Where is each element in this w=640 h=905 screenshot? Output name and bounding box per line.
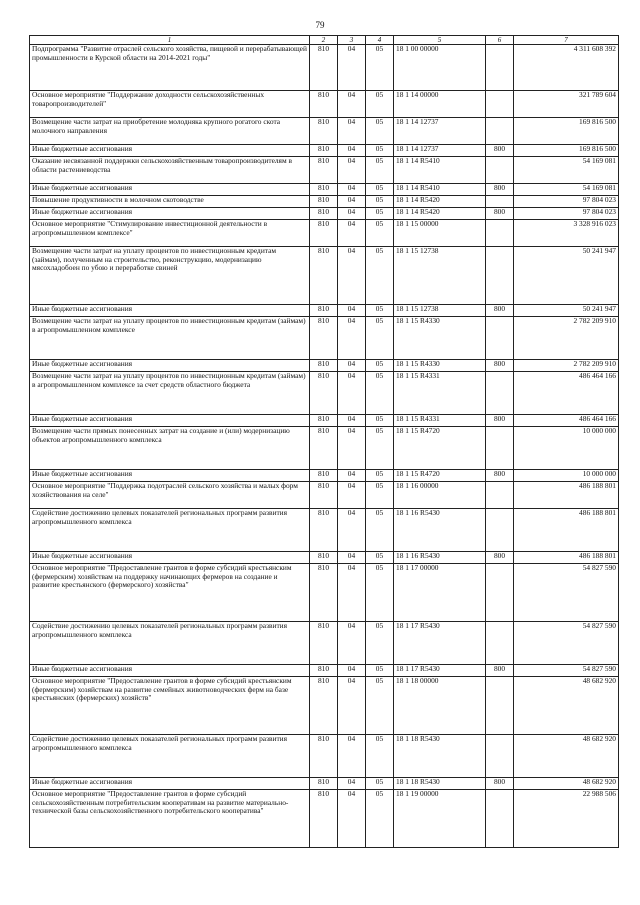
row-subsection-code: 05	[366, 564, 394, 622]
table-row	[30, 622, 619, 665]
table-row	[30, 790, 619, 848]
row-target-article: 18 1 15 12738	[394, 305, 486, 317]
row-subsection-code: 05	[366, 677, 394, 735]
row-target-article: 18 1 14 00000	[394, 91, 486, 118]
row-target-article: 18 1 15 12738	[394, 247, 486, 305]
row-section-code: 04	[338, 145, 366, 157]
row-target-article: 18 1 18 00000	[394, 677, 486, 735]
table-row	[30, 360, 619, 372]
row-section-code: 04	[338, 91, 366, 118]
row-subsection-code: 05	[366, 622, 394, 665]
row-section-code: 04	[338, 552, 366, 564]
row-ministry-code: 810	[310, 196, 338, 208]
row-expense-type	[486, 509, 514, 552]
row-section-code: 04	[338, 790, 366, 848]
table-row	[30, 317, 619, 360]
row-subsection-code: 05	[366, 552, 394, 564]
row-section-code: 04	[338, 372, 366, 415]
row-ministry-code: 810	[310, 677, 338, 735]
row-amount: 54 827 590	[514, 564, 619, 622]
row-target-article: 18 1 00 00000	[394, 45, 486, 91]
row-expense-type	[486, 220, 514, 247]
row-ministry-code: 810	[310, 482, 338, 509]
table-row	[30, 665, 619, 677]
row-ministry-code: 810	[310, 184, 338, 196]
row-target-article: 18 1 14 R5420	[394, 196, 486, 208]
table-row	[30, 564, 619, 622]
row-name: Иные бюджетные ассигнования	[30, 665, 310, 677]
table-row	[30, 677, 619, 735]
row-subsection-code: 05	[366, 427, 394, 470]
row-ministry-code: 810	[310, 415, 338, 427]
row-amount: 10 000 000	[514, 427, 619, 470]
row-section-code: 04	[338, 427, 366, 470]
row-name: Повышение продуктивности в молочном скотоводстве	[30, 196, 310, 208]
row-expense-type	[486, 790, 514, 848]
table-row	[30, 145, 619, 157]
row-subsection-code: 05	[366, 305, 394, 317]
row-target-article: 18 1 15 R4720	[394, 427, 486, 470]
column-number: 4	[366, 36, 394, 45]
row-target-article: 18 1 17 00000	[394, 564, 486, 622]
row-name: Основное мероприятие "Поддержание доходности сельскохозяйственных товаропроизводителей"	[30, 91, 310, 118]
row-expense-type	[486, 427, 514, 470]
row-amount: 486 188 801	[514, 509, 619, 552]
table-row	[30, 118, 619, 145]
row-expense-type	[486, 91, 514, 118]
row-name: Возмещение части затрат на уплату процентов по инвестиционным кредитам (займам), полученным на строительство, реконструкцию, модернизацию мясохладобоен по убою и переработке свиней	[30, 247, 310, 305]
row-subsection-code: 05	[366, 196, 394, 208]
row-expense-type	[486, 247, 514, 305]
row-section-code: 04	[338, 564, 366, 622]
row-expense-type: 800	[486, 305, 514, 317]
row-subsection-code: 05	[366, 91, 394, 118]
row-amount: 486 188 801	[514, 482, 619, 509]
row-target-article: 18 1 14 R5410	[394, 184, 486, 196]
row-name: Основное мероприятие "Предоставление грантов в форме субсидий крестьянским (фермерским) хозяйствам на поддержку начинающих фермеров на создание и развитие крестьянского (фермерского) хозяйства"	[30, 564, 310, 622]
table-row	[30, 220, 619, 247]
row-section-code: 04	[338, 415, 366, 427]
row-expense-type	[486, 482, 514, 509]
row-section-code: 04	[338, 509, 366, 552]
row-section-code: 04	[338, 196, 366, 208]
row-name: Оказание несвязанной поддержки сельскохозяйственным товаропроизводителям в области растениеводства	[30, 157, 310, 184]
row-amount: 54 827 590	[514, 622, 619, 665]
row-name: Возмещение части затрат на уплату процентов по инвестиционным кредитам (займам) в агропромышленном комплексе за счет средств областного бюджета	[30, 372, 310, 415]
row-expense-type: 800	[486, 470, 514, 482]
row-target-article: 18 1 15 R4720	[394, 470, 486, 482]
row-amount: 48 682 920	[514, 677, 619, 735]
row-expense-type: 800	[486, 778, 514, 790]
row-name: Возмещение части затрат на уплату процентов по инвестиционным кредитам (займам) в агропромышленном комплексе	[30, 317, 310, 360]
row-name: Основное мероприятие "Стимулирование инвестиционной деятельности в агропромышленном комплексе"	[30, 220, 310, 247]
row-expense-type	[486, 196, 514, 208]
row-name: Иные бюджетные ассигнования	[30, 470, 310, 482]
column-number: 6	[486, 36, 514, 45]
row-subsection-code: 05	[366, 470, 394, 482]
row-amount: 22 988 506	[514, 790, 619, 848]
row-name: Возмещение части прямых понесенных затрат на создание и (или) модернизацию объектов агропромышленного комплекса	[30, 427, 310, 470]
row-ministry-code: 810	[310, 509, 338, 552]
row-name: Подпрограмма "Развитие отраслей сельского хозяйства, пищевой и перерабатывающей промышленности в Курской области на 2014-2021 годы"	[30, 45, 310, 91]
row-section-code: 04	[338, 665, 366, 677]
row-target-article: 18 1 14 R5420	[394, 208, 486, 220]
row-name: Иные бюджетные ассигнования	[30, 415, 310, 427]
row-amount: 3 328 916 023	[514, 220, 619, 247]
row-name: Содействие достижению целевых показателей региональных программ развития агропромышленного комплекса	[30, 509, 310, 552]
row-expense-type: 800	[486, 145, 514, 157]
row-name: Иные бюджетные ассигнования	[30, 552, 310, 564]
row-expense-type	[486, 45, 514, 91]
row-ministry-code: 810	[310, 622, 338, 665]
row-ministry-code: 810	[310, 145, 338, 157]
table-row	[30, 470, 619, 482]
row-expense-type	[486, 564, 514, 622]
row-ministry-code: 810	[310, 360, 338, 372]
row-section-code: 04	[338, 622, 366, 665]
row-name: Основное мероприятие "Предоставление грантов в форме субсидий сельскохозяйственным потребительским кооперативам на развитие материально-технической базы сельскохозяйственного потребительского кооператива"	[30, 790, 310, 848]
row-section-code: 04	[338, 360, 366, 372]
row-name: Возмещение части затрат на приобретение молодняка крупного рогатого скота молочного направления	[30, 118, 310, 145]
row-ministry-code: 810	[310, 118, 338, 145]
row-expense-type	[486, 157, 514, 184]
row-target-article: 18 1 14 12737	[394, 118, 486, 145]
budget-table	[29, 35, 619, 848]
row-expense-type	[486, 118, 514, 145]
table-row	[30, 91, 619, 118]
row-subsection-code: 05	[366, 220, 394, 247]
row-target-article: 18 1 14 R5410	[394, 157, 486, 184]
row-ministry-code: 810	[310, 317, 338, 360]
row-section-code: 04	[338, 157, 366, 184]
row-expense-type	[486, 622, 514, 665]
row-amount: 2 782 209 910	[514, 360, 619, 372]
row-target-article: 18 1 15 R4330	[394, 317, 486, 360]
row-expense-type: 800	[486, 665, 514, 677]
row-amount: 48 682 920	[514, 735, 619, 778]
column-number: 5	[394, 36, 486, 45]
row-subsection-code: 05	[366, 735, 394, 778]
table-row	[30, 735, 619, 778]
table-row	[30, 509, 619, 552]
table-row	[30, 415, 619, 427]
row-target-article: 18 1 14 12737	[394, 145, 486, 157]
row-section-code: 04	[338, 208, 366, 220]
row-section-code: 04	[338, 778, 366, 790]
row-amount: 2 782 209 910	[514, 317, 619, 360]
row-expense-type	[486, 735, 514, 778]
row-target-article: 18 1 16 R5430	[394, 509, 486, 552]
row-subsection-code: 05	[366, 247, 394, 305]
row-section-code: 04	[338, 184, 366, 196]
row-ministry-code: 810	[310, 220, 338, 247]
row-section-code: 04	[338, 735, 366, 778]
row-ministry-code: 810	[310, 247, 338, 305]
table-row	[30, 427, 619, 470]
row-target-article: 18 1 17 R5430	[394, 622, 486, 665]
row-section-code: 04	[338, 305, 366, 317]
column-number: 7	[514, 36, 619, 45]
row-subsection-code: 05	[366, 360, 394, 372]
row-ministry-code: 810	[310, 470, 338, 482]
row-amount: 50 241 947	[514, 305, 619, 317]
row-name: Иные бюджетные ассигнования	[30, 145, 310, 157]
row-amount: 486 464 166	[514, 372, 619, 415]
row-section-code: 04	[338, 677, 366, 735]
row-ministry-code: 810	[310, 91, 338, 118]
row-name: Иные бюджетные ассигнования	[30, 360, 310, 372]
row-amount: 321 789 604	[514, 91, 619, 118]
row-target-article: 18 1 19 00000	[394, 790, 486, 848]
table-row	[30, 196, 619, 208]
row-ministry-code: 810	[310, 564, 338, 622]
row-target-article: 18 1 15 R4331	[394, 415, 486, 427]
page-number: 79	[315, 20, 325, 30]
table-row	[30, 208, 619, 220]
row-target-article: 18 1 15 00000	[394, 220, 486, 247]
column-number-row	[30, 36, 619, 45]
table-body	[30, 45, 619, 848]
row-ministry-code: 810	[310, 305, 338, 317]
column-number: 1	[30, 36, 310, 45]
row-amount: 486 464 166	[514, 415, 619, 427]
row-ministry-code: 810	[310, 665, 338, 677]
row-ministry-code: 810	[310, 790, 338, 848]
row-expense-type: 800	[486, 208, 514, 220]
row-expense-type: 800	[486, 415, 514, 427]
table-row	[30, 45, 619, 91]
row-section-code: 04	[338, 45, 366, 91]
row-subsection-code: 05	[366, 509, 394, 552]
row-subsection-code: 05	[366, 482, 394, 509]
row-subsection-code: 05	[366, 415, 394, 427]
row-amount: 169 816 500	[514, 118, 619, 145]
row-ministry-code: 810	[310, 427, 338, 470]
row-subsection-code: 05	[366, 184, 394, 196]
row-amount: 54 827 590	[514, 665, 619, 677]
row-target-article: 18 1 16 00000	[394, 482, 486, 509]
table-row	[30, 247, 619, 305]
row-name: Содействие достижению целевых показателей региональных программ развития агропромышленного комплекса	[30, 622, 310, 665]
row-section-code: 04	[338, 317, 366, 360]
row-subsection-code: 05	[366, 778, 394, 790]
row-section-code: 04	[338, 118, 366, 145]
row-expense-type: 800	[486, 552, 514, 564]
row-amount: 4 311 608 392	[514, 45, 619, 91]
row-target-article: 18 1 17 R5430	[394, 665, 486, 677]
row-target-article: 18 1 15 R4331	[394, 372, 486, 415]
row-name: Содействие достижению целевых показателей региональных программ развития агропромышленного комплекса	[30, 735, 310, 778]
row-amount: 10 000 000	[514, 470, 619, 482]
row-subsection-code: 05	[366, 157, 394, 184]
row-section-code: 04	[338, 470, 366, 482]
column-number: 2	[310, 36, 338, 45]
row-ministry-code: 810	[310, 157, 338, 184]
row-name: Иные бюджетные ассигнования	[30, 208, 310, 220]
row-amount: 97 804 023	[514, 196, 619, 208]
row-expense-type: 800	[486, 360, 514, 372]
row-subsection-code: 05	[366, 665, 394, 677]
row-expense-type	[486, 677, 514, 735]
row-amount: 50 241 947	[514, 247, 619, 305]
row-section-code: 04	[338, 482, 366, 509]
row-name: Иные бюджетные ассигнования	[30, 184, 310, 196]
row-name: Иные бюджетные ассигнования	[30, 305, 310, 317]
table-row	[30, 778, 619, 790]
row-subsection-code: 05	[366, 45, 394, 91]
row-ministry-code: 810	[310, 735, 338, 778]
table-row	[30, 552, 619, 564]
row-subsection-code: 05	[366, 790, 394, 848]
row-ministry-code: 810	[310, 778, 338, 790]
table-row	[30, 305, 619, 317]
row-expense-type	[486, 372, 514, 415]
row-subsection-code: 05	[366, 145, 394, 157]
row-target-article: 18 1 18 R5430	[394, 778, 486, 790]
row-ministry-code: 810	[310, 552, 338, 564]
row-name: Иные бюджетные ассигнования	[30, 778, 310, 790]
row-expense-type	[486, 317, 514, 360]
row-expense-type: 800	[486, 184, 514, 196]
row-ministry-code: 810	[310, 372, 338, 415]
table-row	[30, 372, 619, 415]
table-row	[30, 482, 619, 509]
column-number: 3	[338, 36, 366, 45]
row-amount: 97 804 023	[514, 208, 619, 220]
row-subsection-code: 05	[366, 317, 394, 360]
row-ministry-code: 810	[310, 45, 338, 91]
row-amount: 54 169 081	[514, 157, 619, 184]
row-section-code: 04	[338, 247, 366, 305]
row-ministry-code: 810	[310, 208, 338, 220]
row-subsection-code: 05	[366, 208, 394, 220]
row-amount: 169 816 500	[514, 145, 619, 157]
row-amount: 54 169 081	[514, 184, 619, 196]
table-row	[30, 184, 619, 196]
row-name: Основное мероприятие "Поддержка подотраслей сельского хозяйства и малых форм хозяйствования на селе"	[30, 482, 310, 509]
row-amount: 48 682 920	[514, 778, 619, 790]
row-target-article: 18 1 18 R5430	[394, 735, 486, 778]
row-amount: 486 188 801	[514, 552, 619, 564]
row-subsection-code: 05	[366, 372, 394, 415]
row-section-code: 04	[338, 220, 366, 247]
row-target-article: 18 1 15 R4330	[394, 360, 486, 372]
row-name: Основное мероприятие "Предоставление грантов в форме субсидий крестьянским (фермерским) хозяйствам на развитие семейных животноводческих ферм на базе крестьянских (фермерских) хозяйств"	[30, 677, 310, 735]
row-subsection-code: 05	[366, 118, 394, 145]
row-target-article: 18 1 16 R5430	[394, 552, 486, 564]
table-row	[30, 157, 619, 184]
